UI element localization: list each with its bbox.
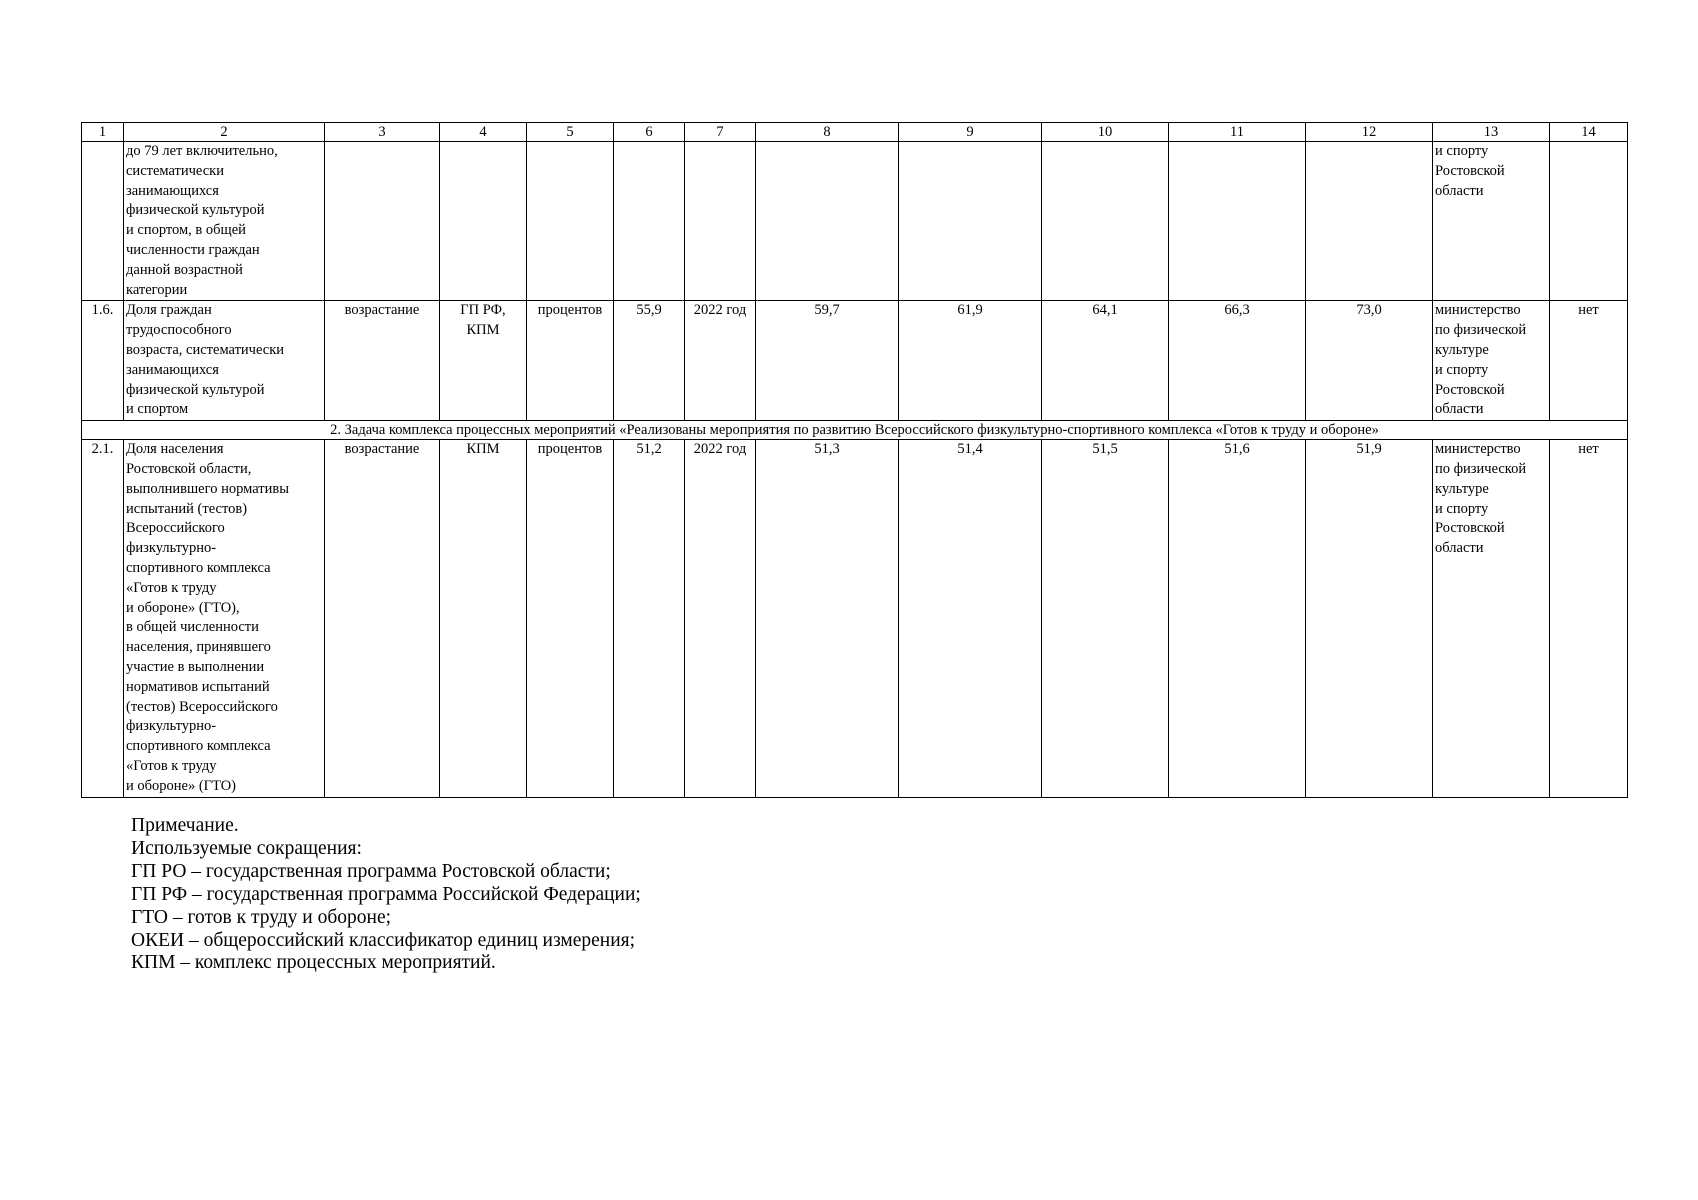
cell-empty — [1550, 142, 1628, 301]
column-header: 7 — [685, 123, 756, 142]
cell-base-value: 55,9 — [614, 301, 685, 421]
column-header: 10 — [1042, 123, 1169, 142]
note-item: ОКЕИ – общероссийский классификатор единиц измерения; — [131, 929, 636, 951]
table-row-continuation — [82, 142, 1628, 301]
cell-value: 51,4 — [899, 440, 1042, 797]
cell-level: КПМ — [440, 440, 527, 797]
table-row-1-6 — [82, 301, 1628, 421]
cell-empty — [899, 142, 1042, 301]
column-header: 2 — [124, 123, 325, 142]
cell-responsible: и спорту Ростовской области — [1433, 142, 1550, 301]
cell-flag: нет — [1550, 440, 1628, 797]
notes-section — [131, 815, 641, 975]
column-header: 8 — [756, 123, 899, 142]
column-header: 5 — [527, 123, 614, 142]
cell-empty — [756, 142, 899, 301]
cell-empty — [1169, 142, 1306, 301]
note-item: ГП РО – государственная программа Ростовской области; — [131, 860, 611, 882]
cell-num: 2.1. — [82, 440, 124, 797]
cell-value: 66,3 — [1169, 301, 1306, 421]
note-item: КПМ – комплекс процессных мероприятий. — [131, 952, 496, 974]
column-header: 14 — [1550, 123, 1628, 142]
cell-empty — [440, 142, 527, 301]
cell-value: 64,1 — [1042, 301, 1169, 421]
notes-subtitle: Используемые сокращения: — [131, 837, 362, 859]
notes-title: Примечание. — [131, 815, 239, 836]
cell-empty — [527, 142, 614, 301]
cell-empty — [1306, 142, 1433, 301]
section-title: 2. Задача комплекса процессных мероприятий «Реализованы мероприятия по развитию Всероссийского физкультурно-спортивного комплекса «Готов к труду и обороне» — [82, 421, 1628, 440]
cell-base-year: 2022 год — [685, 301, 756, 421]
note-item: ГП РФ – государственная программа Российской Федерации; — [131, 883, 641, 905]
cell-num — [82, 142, 124, 301]
cell-empty — [685, 142, 756, 301]
cell-indicator-name: до 79 лет включительно, систематически занимающихся физической культурой и спортом, в общей численности граждан данной возрастной категории — [124, 142, 325, 301]
cell-responsible: министерство по физической культуре и спорту Ростовской области — [1433, 440, 1550, 797]
cell-value: 59,7 — [756, 301, 899, 421]
cell-level: ГП РФ, КПМ — [440, 301, 527, 421]
section-header-row — [82, 421, 1628, 440]
column-header: 12 — [1306, 123, 1433, 142]
cell-indicator-name: Доля населения Ростовской области, выполнившего нормативы испытаний (тестов) Всероссийского физкультурно- спортивного комплекса «Готов к труду и обороне» (ГТО), в общей численности населения, принявшего участие в выполнении нормативов испытаний (тестов) Всероссийского физкультурно- спортивного комплекса «Готов к труду и обороне» (ГТО) — [124, 440, 325, 797]
indicators-table — [81, 122, 1628, 798]
cell-responsible: министерство по физической культуре и спорту Ростовской области — [1433, 301, 1550, 421]
cell-base-year: 2022 год — [685, 440, 756, 797]
cell-value: 61,9 — [899, 301, 1042, 421]
cell-unit: процентов — [527, 440, 614, 797]
cell-value: 73,0 — [1306, 301, 1433, 421]
column-header: 13 — [1433, 123, 1550, 142]
cell-value: 51,5 — [1042, 440, 1169, 797]
column-header: 1 — [82, 123, 124, 142]
cell-unit: процентов — [527, 301, 614, 421]
cell-value: 51,6 — [1169, 440, 1306, 797]
cell-empty — [1042, 142, 1169, 301]
cell-base-value: 51,2 — [614, 440, 685, 797]
cell-empty — [614, 142, 685, 301]
cell-empty — [325, 142, 440, 301]
column-number-row — [82, 123, 1628, 142]
cell-num: 1.6. — [82, 301, 124, 421]
cell-trend: возрастание — [325, 301, 440, 421]
cell-flag: нет — [1550, 301, 1628, 421]
note-item: ГТО – готов к труду и обороне; — [131, 906, 392, 928]
cell-indicator-name: Доля граждан трудоспособного возраста, систематически занимающихся физической культурой и спортом — [124, 301, 325, 421]
column-header: 11 — [1169, 123, 1306, 142]
column-header: 3 — [325, 123, 440, 142]
cell-value: 51,3 — [756, 440, 899, 797]
table-row-2-1 — [82, 440, 1628, 797]
cell-value: 51,9 — [1306, 440, 1433, 797]
column-header: 4 — [440, 123, 527, 142]
column-header: 6 — [614, 123, 685, 142]
column-header: 9 — [899, 123, 1042, 142]
cell-trend: возрастание — [325, 440, 440, 797]
